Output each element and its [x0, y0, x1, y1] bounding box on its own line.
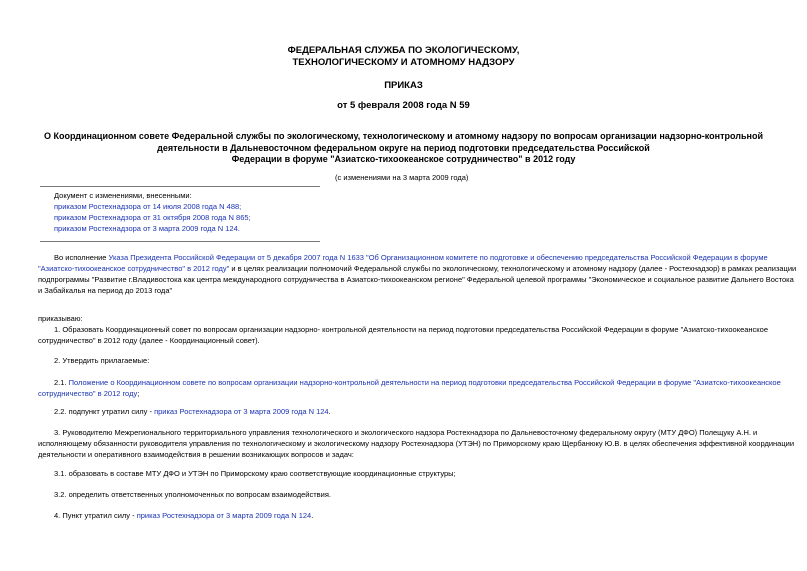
preamble-text: подпрограммы "Развитие г.Владивостока как центра международного сотрудничества в Азиатско-тихоокеанском регионе" Федеральной целевой программы "Экономическое и социальное развитие Дальнего Востока	[38, 275, 794, 284]
item-text: деятельности и оперативного взаимодействия в решении возникающих вопросов и задач:	[38, 450, 354, 459]
item-text: 4. Пункт утратил силу -	[54, 511, 137, 520]
item-text: исполняющему обязанности руководителя управления по технологическому и экологическому надзору Ростехнадзора (УТЭН) по Приморскому краю Щербанюку Ю.В. в целях обеспечения эффективной координации	[38, 439, 795, 448]
document-title	[40, 131, 767, 166]
item-2-1	[38, 377, 786, 399]
item-3-1: 3.1. образовать в составе МТУ ДФО и УТЭН по Приморскому краю соответствующие координационные структуры;	[54, 469, 456, 478]
agency-name-line1: ФЕДЕРАЛЬНАЯ СЛУЖБА ПО ЭКОЛОГИЧЕСКОМУ,	[287, 45, 520, 56]
regulation-link[interactable]: сотрудничество" в 2012 году	[38, 389, 138, 398]
item-4	[38, 510, 786, 521]
preamble-text: Во исполнение	[54, 253, 109, 262]
preamble-text: и Забайкалья на период до 2013 года"	[38, 286, 173, 295]
changes-note: (с изменениями на 3 марта 2009 года)	[335, 173, 469, 182]
order-word: приказываю:	[38, 314, 83, 323]
divider	[40, 241, 320, 242]
agency-name-line2: ТЕХНОЛОГИЧЕСКОМУ И АТОМНОМУ НАДЗОРУ	[292, 57, 515, 68]
decree-link[interactable]: Указа Президента Российской Федерации от 5 декабря 2007 года N 1633 "Об Организационном комитете по подготовке и обеспечению председательства Российской Федерации в форуме	[108, 253, 768, 262]
changes-heading: Документ с изменениями, внесенными:	[54, 191, 192, 200]
doc-date: от 5 февраля 2008 года N 59	[337, 100, 470, 111]
preamble-text: и в целях реализации полномочий Федеральной службы по экологическому, технологическому и атомному надзору (далее - Ростехнадзор) в рамках реализации	[229, 264, 797, 273]
item-3-2: 3.2. определить ответственных уполномоченных по вопросам взаимодействия.	[54, 490, 331, 499]
item-text: ;	[137, 389, 140, 398]
title-line: О Координационном совете Федеральной службы по экологическому, технологическому и атомному надзору по вопросам организации надзорно-контрольной	[43, 131, 763, 141]
item-2: 2. Утвердить прилагаемые:	[54, 356, 150, 365]
amendment-link[interactable]: приказом Ростехнадзора от 3 марта 2009 года N 124.	[54, 224, 240, 233]
item-2-2	[38, 406, 786, 417]
item-3	[38, 427, 795, 460]
title-line: Федерации в форуме "Азиатско-тихоокеанское сотрудничество" в 2012 году	[231, 154, 576, 164]
item-number: 2.1.	[54, 378, 69, 387]
preamble	[38, 252, 797, 296]
item-text: 3. Руководителю Межрегионального территориального управления технологического и экологического надзора Ростехнадзора по Дальневосточному федеральному округу (МТУ ДФО) Полещуку А.Н. и	[54, 428, 758, 437]
repeal-link[interactable]: приказ Ростехнадзора от 3 марта 2009 года N 124	[136, 511, 312, 520]
item-text: 1. Образовать Координационный совет по вопросам организации надзорно- контрольной деятельности на период подготовки председательства Российской Федерации в форуме "Азиатско-тихоокеанское	[54, 325, 769, 334]
repeal-link[interactable]: приказ Ростехнадзора от 3 марта 2009 года N 124	[154, 407, 329, 416]
item-text: .	[311, 511, 314, 520]
amendment-link[interactable]: приказом Ростехнадзора от 31 октября 2008 года N 865;	[54, 213, 251, 222]
title-line: деятельности в Дальневосточном федеральном округе на период подготовки председательства Российской	[157, 142, 650, 153]
item-text: сотрудничество" в 2012 году (далее - Координационный совет).	[38, 336, 260, 345]
item-1	[38, 324, 786, 346]
item-text: .	[328, 407, 331, 416]
decree-link[interactable]: "Азиатско-тихоокеанское сотрудничество" в 2012 году"	[38, 264, 230, 273]
divider	[40, 186, 320, 187]
doc-type: ПРИКАЗ	[384, 80, 423, 91]
regulation-link[interactable]: Положение о Координационном совете по вопросам организации надзорно-контрольной деятельности на период подготовки председательства Российской Федерации в форуме "Азиатско-тихоокеанское	[68, 378, 781, 387]
item-text: 2.2. подпункт утратил силу -	[54, 407, 155, 416]
amendment-link[interactable]: приказом Ростехнадзора от 14 июля 2008 года N 488;	[54, 202, 242, 211]
changes-box	[54, 190, 251, 234]
